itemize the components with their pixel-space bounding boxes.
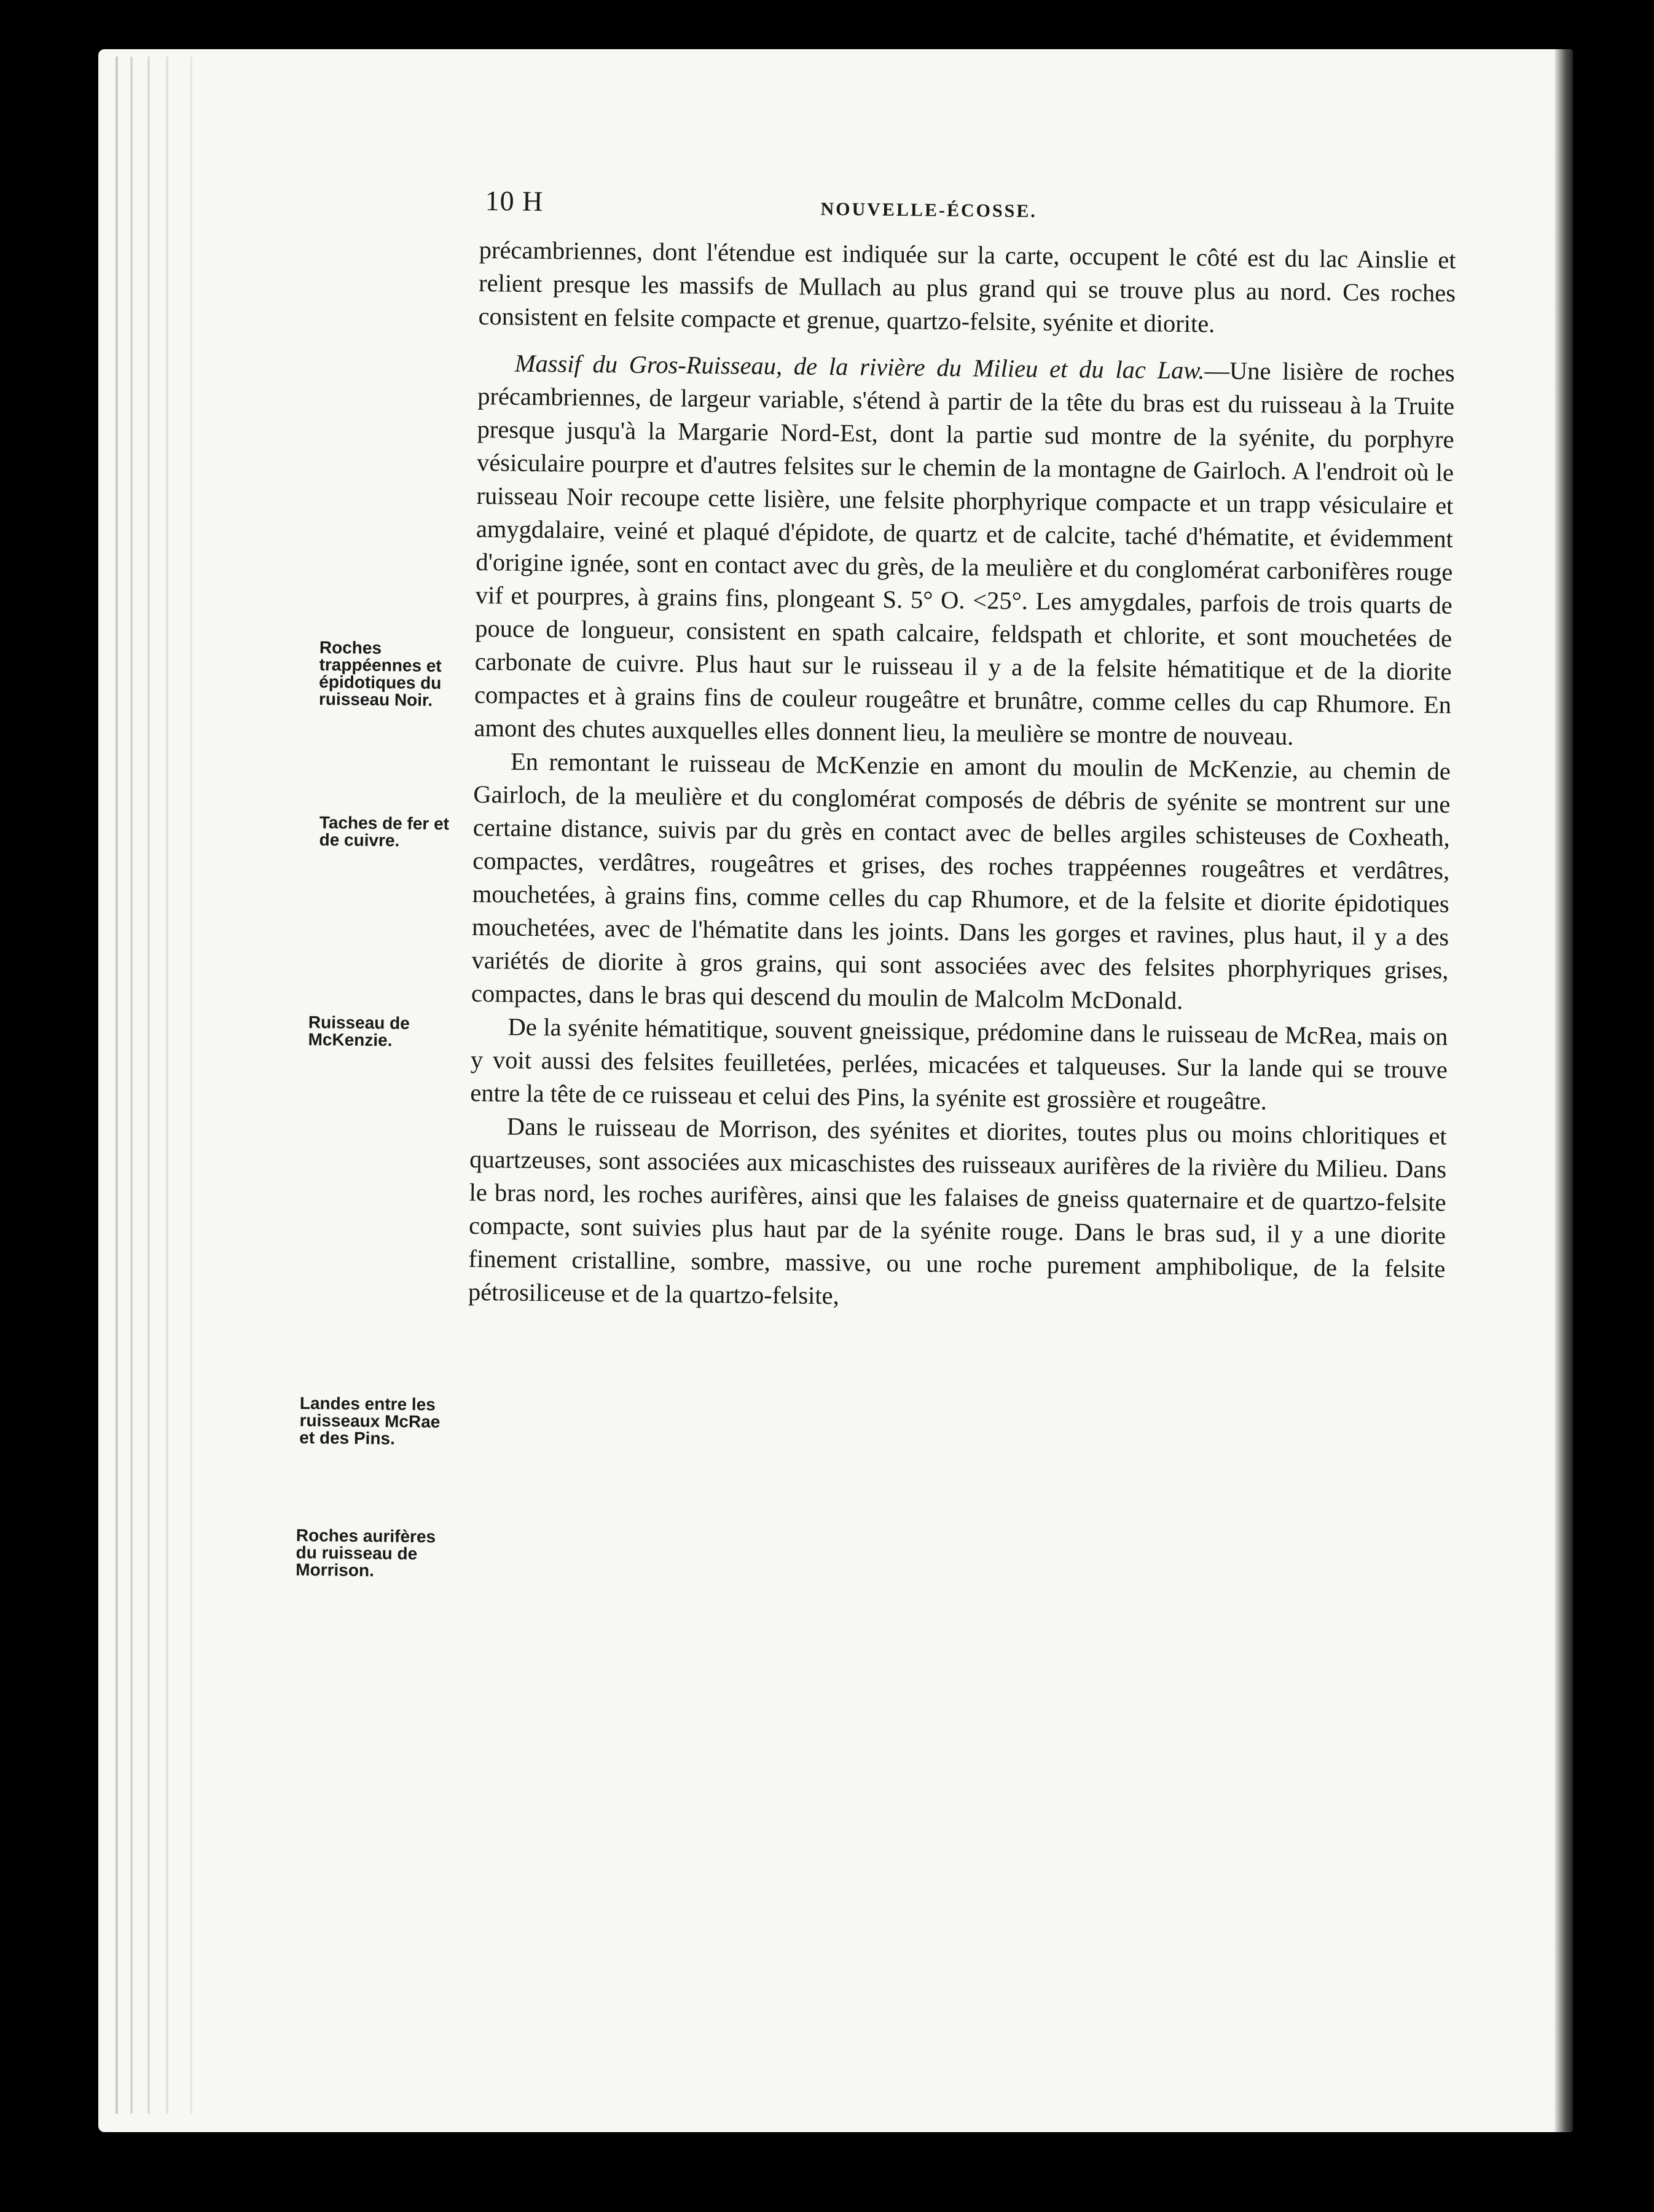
margin-note: Landes entre les ruisseaux McRae et des Pins. bbox=[299, 1394, 441, 1448]
margin-note: Roches trappéennes et épidotiques du ruisseau Noir. bbox=[318, 638, 442, 710]
page-gutter bbox=[1554, 49, 1573, 2132]
paragraph-text: Dans le ruisseau de Morrison, des syénites et diorites, toutes plus ou moins chloritiques et quartzeuses, sont associées aux micaschistes des ruisseaux aurifères de la rivière du Milieu. Dans le bras nord, les roches aurifères, ainsi que les falaises de gneiss quaternaire et de quartzo-felsite compacte, sont suivies plus haut par de la syénite rouge. Dans le bras sud, il y a une diorite finement cristalline, sombre, massive, ou une roche purement amphibolique, de la felsite pétrosiliceuse et de la quartzo-felsite, bbox=[468, 1112, 1447, 1310]
page-edge bbox=[116, 57, 118, 2114]
paragraph-text: précambriennes, dont l'étendue est indiquée sur la carte, occupent le côté est du lac Ainslie et relient presque les massifs de Mullach au plus grand qui se trouve plus au nord. Ces roches consistent en felsite compacte et grenue, quartzo-felsite, syénite et diorite. bbox=[478, 235, 1456, 338]
page-edge bbox=[166, 57, 168, 2114]
page-edge bbox=[147, 57, 150, 2114]
margin-note: Ruisseau de McKenzie. bbox=[308, 1013, 410, 1050]
margin-note: Taches de fer et de cuivre. bbox=[319, 813, 450, 850]
paragraph bbox=[468, 1110, 1447, 1319]
page-edge bbox=[130, 57, 133, 2114]
paragraph-text: De la syénite hématitique, souvent gneissique, prédomine dans le ruisseau de McRea, mais on y voit aussi des felsites feuilletées, perlées, micacées et talqueuses. Sur la lande qui se trouve entre la tête de ce ruisseau et celui des Pins, la syénite est grossière et rougeâtre. bbox=[470, 1013, 1448, 1115]
section-heading: Massif du Gros-Ruisseau, de la rivière du Milieu et du lac Law. bbox=[514, 349, 1205, 385]
paragraph bbox=[471, 745, 1451, 1021]
paragraph-text: En remontant le ruisseau de McKenzie en amont du moulin de McKenzie, au chemin de Gairloch, de la meulière et du conglomérat composés de débris de syénite se montrent sur une certaine distance, suivis par du grès en contact avec de belles argiles schisteuses de Coxheath, compactes, verdâtres, rougeâtres et grises, des roches trappéennes rougeâtres et verdâtres, mouchetées, à grains fins, comme celles du cap Rhumore, et de la felsite et diorite épidotiques mouchetées, avec de l'hématite dans les joints. Dans les gorges et ravines, plus haut, il y a des variétés de diorite à gros grains, qui sont associées avec des felsites phorphyriques grises, compactes, dans le bras qui descend du moulin de Malcolm McDonald. bbox=[471, 747, 1451, 1015]
margin-note: Roches aurifères du ruisseau de Morrison. bbox=[296, 1526, 436, 1580]
page-edge bbox=[190, 57, 192, 2114]
running-title: NOUVELLE-ÉCOSSE. bbox=[820, 198, 1038, 222]
paragraph bbox=[474, 347, 1455, 755]
page-number: 10 H bbox=[485, 184, 544, 217]
paragraph-text: —Une lisière de roches précambriennes, de largeur variable, s'étend à partir de la tête du bras est du ruisseau à la Truite presque jusqu'à la Margarie Nord-Est, dont la partie sud montre de la syénite, du porphyre vésiculaire pourpre et d'autres felsites sur le chemin de la montagne de Gairloch. A l'endroit où le ruisseau Noir recoupe cette lisière, une felsite phorphyrique compacte et un trapp vésiculaire et amygdalaire, veiné et plaqué d'épidote, de quartz et de calcite, taché d'hématite, et évidemment d'origine ignée, sont en contact avec du grès, de la meulière et du conglomérat carbonifères rouge vif et pourpres, à grains fins, plongeant S. 5° O. <25°. Les amygdales, parfois de trois quarts de pouce de longueur, consistent en spath calcaire, feldspath et chlorite, et sont mouchetées de carbonate de cuivre. Plus haut sur le ruisseau il y a de la felsite hématitique et de la diorite compactes et à grains fins de couleur rougeâtre et brunâtre, comme celles du cap Rhumore. En amont des chutes auxquelles elles donnent lieu, la meulière se montre de nouveau. bbox=[474, 356, 1455, 750]
paragraph bbox=[478, 233, 1456, 343]
paragraph bbox=[470, 1010, 1448, 1120]
body-text bbox=[468, 233, 1456, 1319]
